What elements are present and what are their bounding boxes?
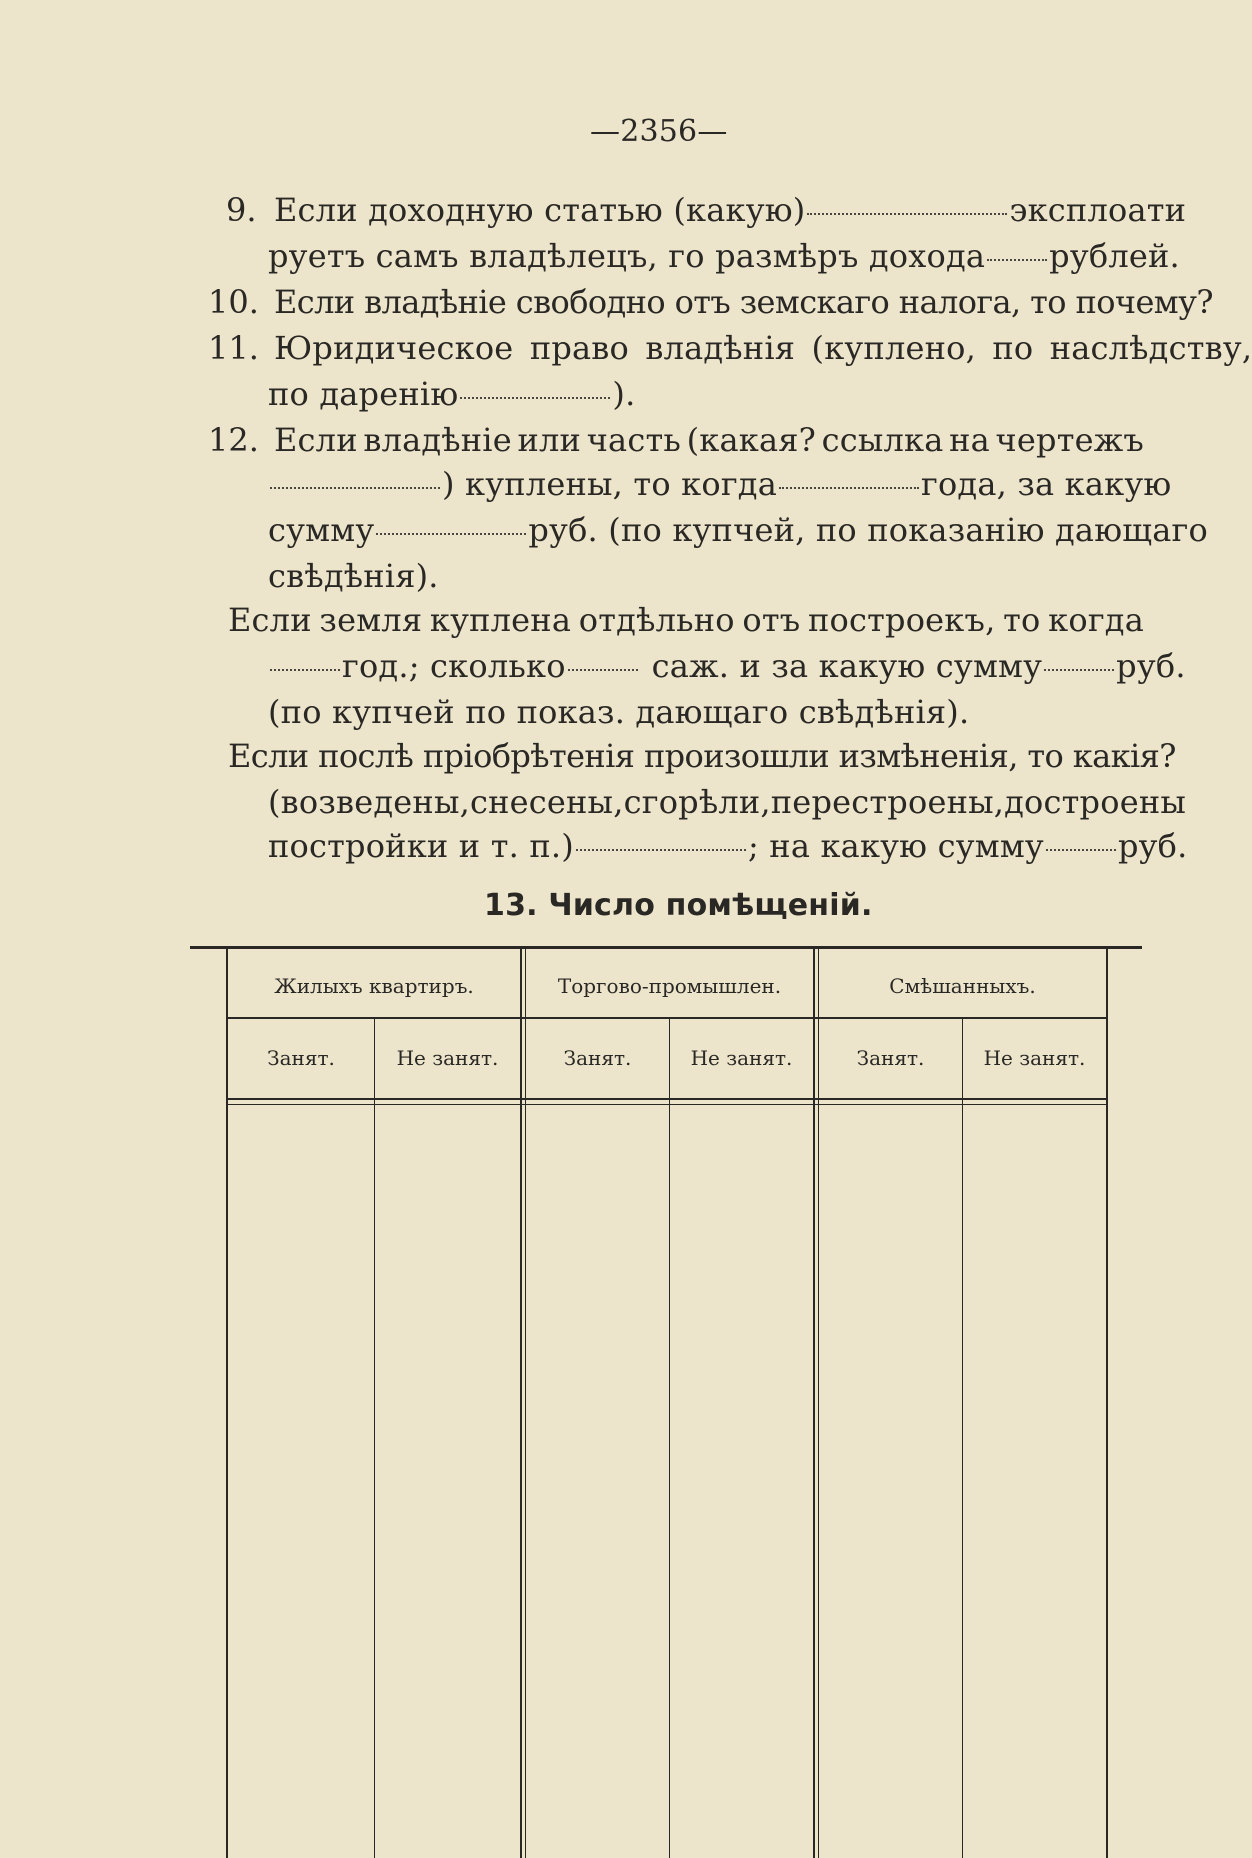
table-sub-header: Не занят. bbox=[396, 1046, 499, 1070]
item-11-line-1: Юридическое право владѣнія (куплено, по наслѣдству, bbox=[274, 329, 1252, 367]
fill-line bbox=[270, 486, 440, 489]
table-group-header: Жилыхъ квартиръ. bbox=[274, 974, 474, 998]
fill-line bbox=[576, 848, 746, 851]
table-group-divider bbox=[520, 949, 522, 1858]
land-line-2: год.; сколько саж. и за какую сумму руб. bbox=[268, 646, 1186, 686]
table-col-divider bbox=[669, 1019, 670, 1858]
item-12-line-1: Если владѣніе или часть (какая? ссылка на чертежъ bbox=[274, 421, 1144, 459]
fill-line bbox=[460, 396, 610, 399]
table-sub-header: Занят. bbox=[267, 1046, 335, 1070]
item-9-number: 9. bbox=[226, 191, 257, 229]
table-sub-header: Занят. bbox=[856, 1046, 925, 1070]
page-number: —2356— bbox=[590, 114, 728, 149]
fill-line bbox=[987, 258, 1047, 261]
item-10-line: Если владѣніе свободно отъ земскаго налога, то почему? bbox=[274, 283, 1213, 321]
table-sub-header: Не занят. bbox=[690, 1046, 793, 1070]
item-10-number: 10. bbox=[208, 283, 259, 321]
item-12-line-4: свѣдѣнія). bbox=[268, 557, 439, 595]
fill-line bbox=[779, 486, 919, 489]
table-group-header: Торгово-промышлен. bbox=[557, 974, 782, 998]
table-group-rule bbox=[228, 1017, 1106, 1019]
item-11-number: 11. bbox=[208, 329, 259, 367]
table-sub-header: Занят. bbox=[563, 1046, 632, 1070]
item-12-line-2: ) куплены, то когда года, за какую bbox=[268, 464, 1171, 504]
table-col-divider bbox=[374, 1019, 375, 1858]
item-9-line-1 bbox=[274, 190, 1187, 230]
fill-line bbox=[568, 668, 638, 671]
fill-line bbox=[376, 532, 526, 535]
table-sub-header: Не занят. bbox=[983, 1046, 1086, 1070]
table-group-header: Смѣшанныхъ. bbox=[889, 974, 1036, 998]
changes-line-1: Если послѣ пріобрѣтенія произошли измѣненія, то какія? bbox=[228, 737, 1176, 775]
land-line-1: Если земля куплена отдѣльно отъ построекъ, то когда bbox=[228, 601, 1144, 639]
table-header-rule-1 bbox=[228, 1098, 1106, 1100]
table-group-divider bbox=[525, 949, 526, 1858]
changes-line-2: (возведены, снесены, сгорѣли, перестроены, достроены bbox=[268, 783, 1187, 821]
fill-line bbox=[270, 668, 340, 671]
item-9-line-2: руетъ самъ владѣлецъ, го размѣръ дохода рублей. bbox=[268, 237, 1180, 275]
fill-line bbox=[807, 212, 1007, 215]
item-11-line-2: по даренію ). bbox=[268, 375, 636, 413]
table-col-divider bbox=[962, 1019, 963, 1858]
item-9-text-a1: Если доходную статью (какую) bbox=[274, 191, 806, 229]
section-13-heading: 13. Число помѣщеній. bbox=[484, 888, 873, 923]
item-12-number: 12. bbox=[208, 421, 259, 459]
table-right-border bbox=[1106, 949, 1108, 1858]
table-top-rule bbox=[190, 946, 1142, 949]
fill-line bbox=[1046, 848, 1116, 851]
land-line-3: (по купчей по показ. дающаго свѣдѣнія). bbox=[268, 693, 970, 731]
changes-line-3: постройки и т. п.) ; на какую сумму руб. bbox=[268, 827, 1188, 865]
fill-line bbox=[1044, 668, 1114, 671]
table-group-divider bbox=[813, 949, 815, 1858]
item-9-text-a2: эксплоати bbox=[1009, 191, 1187, 229]
table-left-border bbox=[226, 949, 228, 1858]
table-header-rule-2 bbox=[228, 1104, 1106, 1105]
item-12-line-3: сумму руб. (по купчей, по показанію дающаго bbox=[268, 511, 1208, 549]
table-group-divider bbox=[818, 949, 819, 1858]
